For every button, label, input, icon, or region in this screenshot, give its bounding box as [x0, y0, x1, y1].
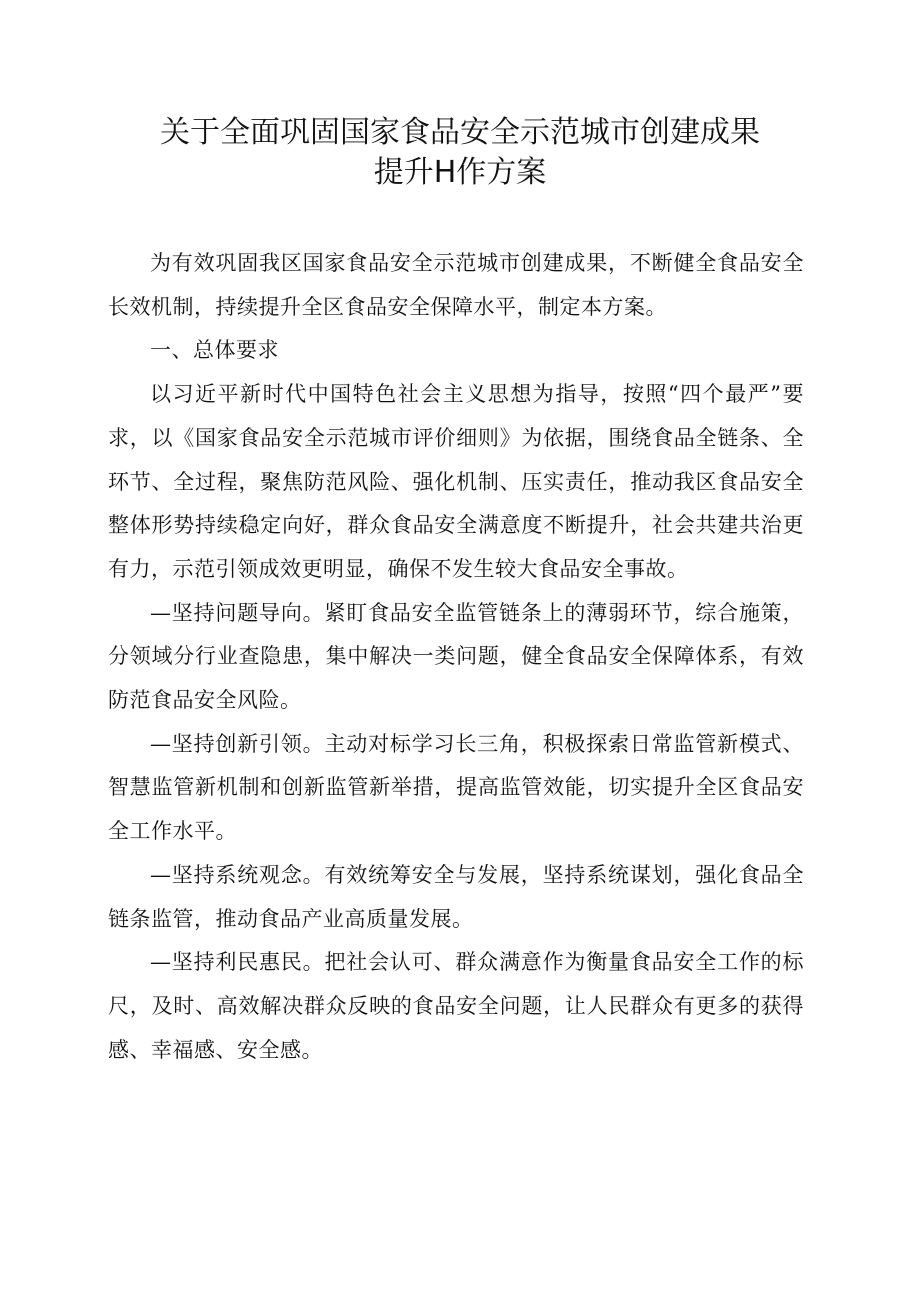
intro-paragraph: 为有效巩固我区国家食品安全示范城市创建成果，不断健全食品安全长效机制，持续提升全区食品安全保障水平，制定本方案。 — [108, 251, 804, 319]
principle-benefit-people: —坚持利民惠民。把社会认可、群众满意作为衡量食品安全工作的标尺，及时、高效解决群众反映的食品安全问题，让人民群众有更多的获得感、幸福感、安全感。 — [108, 950, 804, 1062]
document-title-line-1: 关于全面巩固国家食品安全示范城市创建成果 — [160, 115, 760, 150]
document-body — [108, 242, 804, 1072]
guiding-principle-paragraph: 以习近平新时代中国特色社会主义思想为指导，按照“四个最严”要求，以《国家食品安全示范城市评价细则》为依据，围绕食品全链条、全环节、全过程，聚焦防范风险、强化机制、压实责任，推动我区食品安全整体形势持续稳定向好，群众食品安全满意度不断提升，社会共建共治更有力，示范引领成效更明显，确保不发生较大食品安全事故。 — [108, 382, 804, 581]
principle-problem-oriented: —坚持问题导向。紧盯食品安全监管链条上的薄弱环节，综合施策，分领域分行业查隐患，集中解决一类问题，健全食品安全保障体系，有效防范食品安全风险。 — [108, 600, 804, 713]
principle-innovation-led: —坚持创新引领。主动对标学习长三角，积极探索日常监管新模式、智慧监管新机制和创新监管新举措，提高监管效能，切实提升全区食品安全工作水平。 — [108, 731, 804, 844]
section-heading-general-requirements: 一、总体要求 — [150, 338, 279, 363]
principle-systems-thinking: —坚持系统观念。有效统筹安全与发展，坚持系统谋划，强化食品全链条监管，推动食品产业高质量发展。 — [108, 862, 804, 931]
document-title-line-2: 提升H作方案 — [373, 155, 547, 190]
